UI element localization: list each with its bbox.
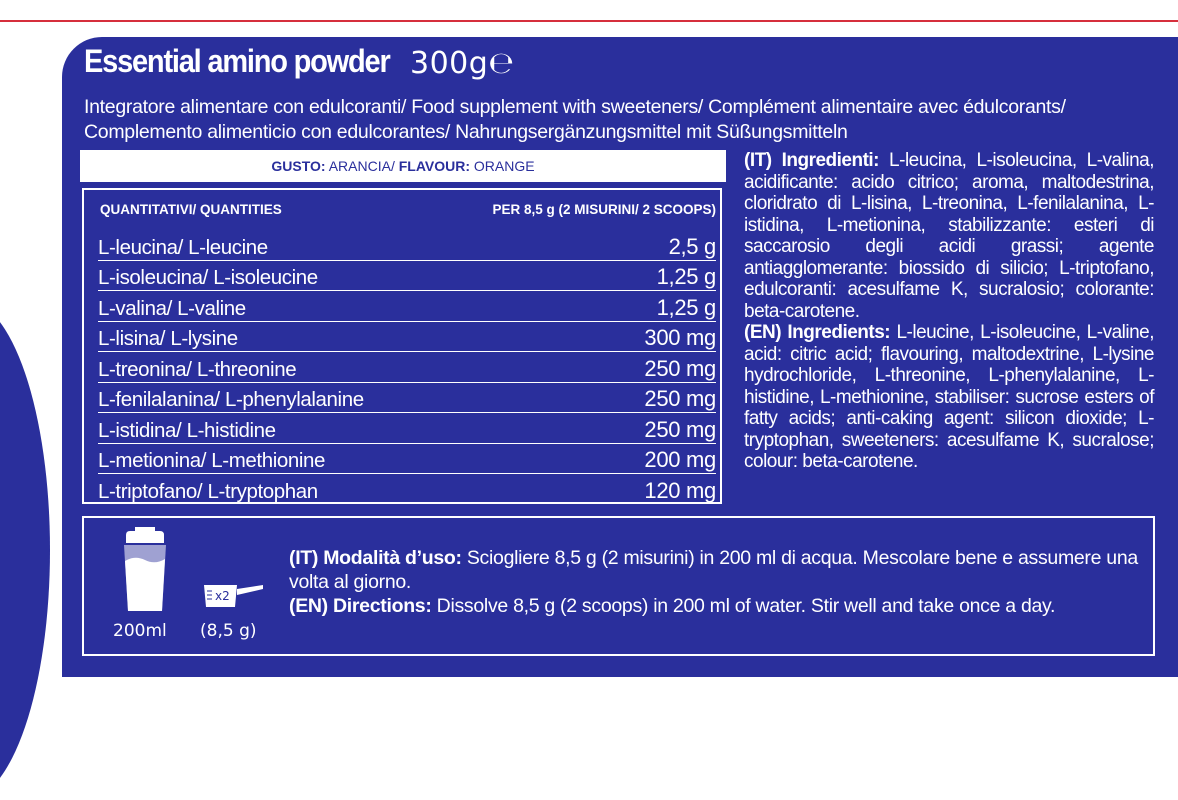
row-value: 1,25 g xyxy=(656,264,716,289)
flavour-value-en: ORANGE xyxy=(470,158,535,174)
row-value: 300 mg xyxy=(644,325,716,350)
row-name: L-valina/ L-valine xyxy=(98,296,246,320)
flavour-bar xyxy=(80,150,726,182)
table-row xyxy=(98,229,716,261)
row-name: L-triptofano/ L-tryptophan xyxy=(98,479,318,503)
table-row xyxy=(98,260,716,292)
directions-en-text: Dissolve 8,5 g (2 scoops) in 200 ml of water. Stir well and take once a day. xyxy=(431,595,1056,617)
product-title: Essential amino powder xyxy=(84,44,390,80)
row-name: L-lisina/ L-lysine xyxy=(98,327,238,350)
table-header-left: QUANTITATIVI/ QUANTITIES xyxy=(100,202,282,217)
row-value: 250 mg xyxy=(644,355,716,381)
row-name: L-fenilalanina/ L-phenylalanine xyxy=(98,388,364,411)
row-value: 200 mg xyxy=(644,447,716,472)
row-value: 120 mg xyxy=(644,477,716,503)
table-row xyxy=(98,351,716,383)
row-name: L-istidina/ L-histidine xyxy=(98,418,276,442)
ingredients-it-label: (IT) Ingredienti: xyxy=(744,150,880,171)
directions-en-label: (EN) Directions: xyxy=(289,595,432,617)
directions-text xyxy=(289,546,1149,618)
ingredients-it-text: L-leucina, L-isoleucina, L-valina, acidificante: acido citrico; aroma, maltodestrina, cloridrato di L-lisina, L-treonina, L-fenilalanina, L-istidina, L-metionina, stabilizzante: esteri di saccarosio degli acidi grassi; agente antiagglomerante: biossido di silicio; L-triptofano, edulcoranti: acesulfame K, sucralosio; colorante: beta-carotene. xyxy=(744,150,1154,322)
shaker-caption: 200ml xyxy=(113,621,167,641)
table-header xyxy=(100,202,716,217)
product-subtitle xyxy=(84,95,1164,145)
directions-it-text: Sciogliere 8,5 g (2 misurini) in 200 ml di acqua. Mescolare bene e assumere una volta al giorno. xyxy=(289,547,1138,593)
scoop-multiplier: x2 xyxy=(215,589,230,603)
flavour-label-it: GUSTO: xyxy=(271,158,326,174)
ingredients-en-label: (EN) Ingredients: xyxy=(744,322,891,343)
ingredients-en-text: L-leucine, L-isoleucine, L-valine, acid: citric acid; flavouring, maltodextrine, L-lysine hydrochloride, L-threonine, L-phenylalanine, L-histidine, L-methionine, stabiliser: sucrose esters of fatty acids; anti-caking agent: silicon dioxide; L-tryptophan, sweeteners: acesulfame K, sucralose; colour: beta-carotene. xyxy=(744,322,1154,472)
table-row xyxy=(98,443,716,475)
product-weight: 300g℮ xyxy=(410,46,515,81)
subtitle-line-1: Integratore alimentare con edulcoranti/ Food supplement with sweeteners/ Complément alimentaire avec édulcorants/ xyxy=(84,96,1066,118)
table-row xyxy=(98,321,716,353)
table-row xyxy=(98,412,716,444)
row-name: L-leucina/ L-leucine xyxy=(98,235,268,259)
row-value: 250 mg xyxy=(644,386,716,411)
directions-it-label: (IT) Modalità d’uso: xyxy=(289,547,462,569)
ingredients-block xyxy=(744,150,1154,473)
table-row xyxy=(98,382,716,414)
row-value: 1,25 g xyxy=(656,294,716,320)
row-value: 2,5 g xyxy=(668,233,716,259)
background-shape xyxy=(0,300,50,800)
row-name: L-metionina/ L-methionine xyxy=(98,449,326,472)
subtitle-line-2: Complemento alimenticio con edulcorantes/ Nahrungsergänzungsmittel mit Süßungsmitteln xyxy=(84,121,848,143)
flavour-value-it: ARANCIA/ xyxy=(325,158,399,174)
shaker-icon xyxy=(120,527,170,613)
scoop-caption: (8,5 g) xyxy=(200,621,257,641)
table-row xyxy=(98,473,716,504)
row-name: L-isoleucina/ L-isoleucine xyxy=(98,266,318,289)
top-accent-line xyxy=(0,0,1178,22)
scoop-icon xyxy=(203,583,265,609)
flavour-label-en: FLAVOUR: xyxy=(398,158,471,174)
table-header-right: PER 8,5 g (2 MISURINI/ 2 SCOOPS) xyxy=(492,202,716,217)
row-name: L-treonina/ L-threonine xyxy=(98,357,297,381)
nutrition-table xyxy=(82,188,722,504)
table-row xyxy=(98,290,716,322)
row-value: 250 mg xyxy=(644,416,716,442)
